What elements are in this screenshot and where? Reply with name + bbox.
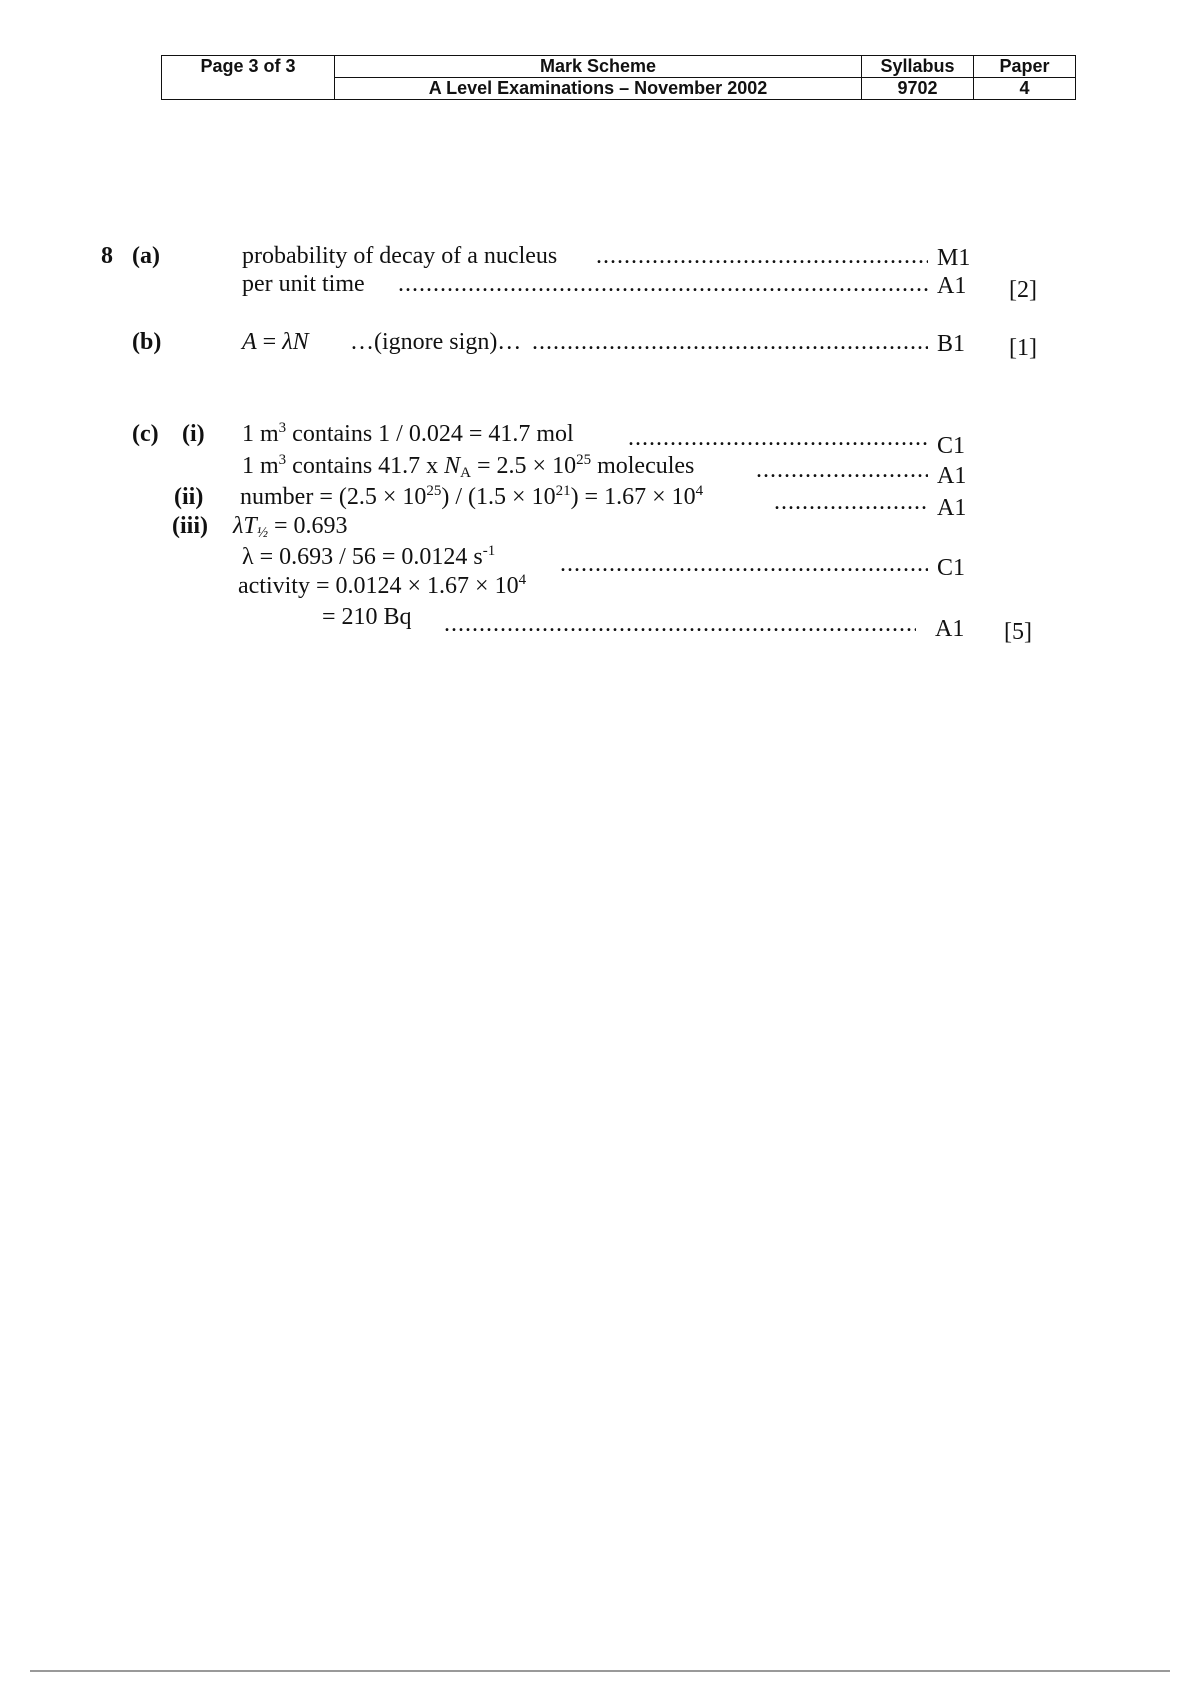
part-c-iii-label: (iii) (172, 513, 208, 539)
part-c-iii-mark-2: A1 (935, 616, 965, 642)
part-b-total: [1] (1009, 335, 1037, 361)
document-title: Mark Scheme (335, 56, 862, 78)
part-a-mark-2: A1 (937, 273, 967, 299)
paper-value: 4 (974, 78, 1076, 100)
part-a-line-1: probability of decay of a nucleus (242, 243, 558, 269)
part-a-mark-1: M1 (937, 245, 971, 271)
part-b-equation: A = λN (242, 329, 309, 355)
leader-dots (532, 328, 928, 356)
leader-dots (756, 456, 928, 484)
part-c-i-line-2: 1 $m^3$ contains 41.7 x $N_A = 2.5 \times 10^{25}$ molecules (242, 452, 695, 481)
leader-dots (444, 610, 916, 638)
syllabus-label: Syllabus (862, 56, 974, 78)
part-c-label: (c) (132, 421, 159, 447)
bottom-scan-edge (30, 1670, 1170, 1672)
header-table (161, 55, 1076, 100)
part-a-line-2: per unit time (242, 271, 365, 297)
part-b-note: …(ignore sign)… (350, 329, 522, 355)
part-c-iii-line-2: λ = 0.693 / 56 = 0.0124 $s^{-1}$ (242, 543, 496, 570)
paper-label: Paper (974, 56, 1076, 78)
exam-title: A Level Examinations – November 2002 (335, 78, 862, 100)
part-c-i-mark-1: C1 (937, 433, 966, 459)
leader-dots (628, 424, 928, 452)
part-b-label: (b) (132, 329, 162, 355)
part-c-iii-line-1: $\lambda T_{\frac{1}{2}} = 0.693$ (233, 513, 348, 541)
part-c-iii-line-4: = 210 Bq (322, 604, 412, 630)
page-number: Page 3 of 3 (162, 56, 335, 78)
question-number: 8 (101, 243, 113, 269)
part-c-i-mark-2: A1 (937, 463, 967, 489)
part-c-i-line-1: 1 $m^3$ contains 1 / 0.024 = 41.7 mol (242, 420, 574, 447)
part-b-mark: B1 (937, 331, 966, 357)
part-c-ii-line: number = $(2.5 \times 10^{25}) / (1.5 \times 10^{21}) = 1.67 \times 10^4$ (240, 483, 704, 510)
part-c-iii-mark-1: C1 (937, 555, 966, 581)
part-c-ii-mark: A1 (937, 495, 967, 521)
part-a-total: [2] (1009, 277, 1037, 303)
part-c-i-label: (i) (182, 421, 205, 447)
part-a-label: (a) (132, 243, 160, 269)
leader-dots (398, 270, 928, 298)
leader-dots (596, 242, 928, 270)
part-c-iii-line-3: activity = $0.0124 \times 1.67 \times 10^4$ (238, 572, 527, 599)
page-number-blank (162, 78, 335, 100)
syllabus-value: 9702 (862, 78, 974, 100)
leader-dots (774, 488, 928, 516)
part-c-ii-label: (ii) (174, 484, 204, 510)
part-c-total: [5] (1004, 619, 1032, 645)
leader-dots (560, 550, 928, 578)
